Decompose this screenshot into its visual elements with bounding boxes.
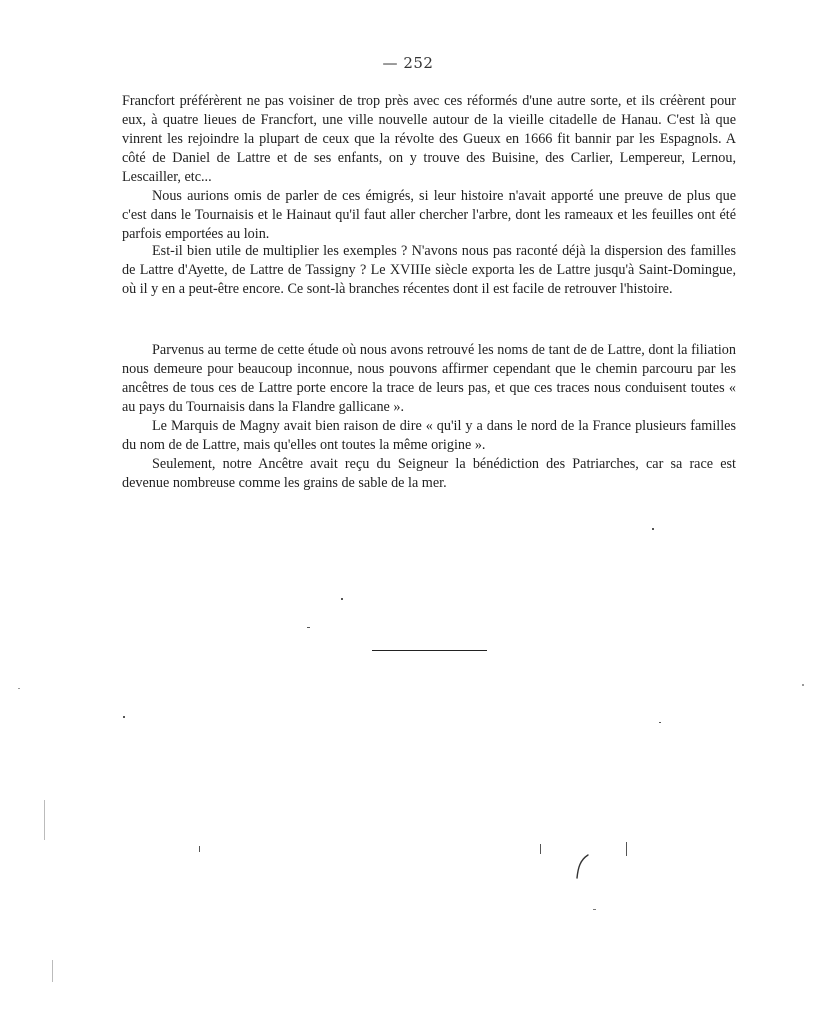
paragraph: Seulement, notre Ancêtre avait reçu du Seigneur la bénédiction des Patriarches, car sa race est devenue nombreuse comme les grains de sable de la mer.: [122, 456, 736, 491]
paragraph: Est-il bien utile de multiplier les exemples ? N'avons nous pas raconté déjà la dispersion des familles de Lattre d'Ayette, de Lattre de Tassigny ? Le XVIIIe siècle exporta les de Lattre jusqu'à Saint-Domingue, où il y en a peut-être encore. Ce sont-là branches récentes dont il est facile de retrouver l'histoire.: [122, 243, 736, 297]
page-number: — 252: [382, 54, 434, 72]
scan-speck: [44, 800, 45, 840]
scan-speck: [18, 688, 20, 689]
text-section-exemples: [122, 242, 736, 299]
scan-speck: [52, 960, 53, 982]
text-section-emigres: [122, 92, 736, 244]
scan-speck: [652, 528, 654, 530]
scan-speck: [307, 627, 310, 628]
scan-speck: [802, 684, 804, 686]
pen-mark-icon: [574, 852, 592, 880]
scan-speck: [540, 844, 541, 854]
scan-speck: [199, 846, 200, 852]
paragraph: Francfort préférèrent ne pas voisiner de trop près avec ces réformés d'une autre sorte, et ils créèrent pour eux, à quatre lieues de Francfort, une ville nouvelle autour de la vieille citadelle de Hanau. C'est là que vinrent les rejoindre la plupart de ceux que la révolte des Gueux en 1666 fit bannir par les Espagnols. A côté de Daniel de Lattre et de ses enfants, on y trouve des Buisine, des Carlier, Lempereur, Lernou, Lescailler, etc...: [122, 93, 736, 185]
paragraph: Le Marquis de Magny avait bien raison de dire « qu'il y a dans le nord de la France plusieurs familles du nom de de Lattre, mais qu'elles ont toutes la même origine ».: [122, 418, 736, 453]
paragraph: Nous aurions omis de parler de ces émigrés, si leur histoire n'avait apporté une preuve de plus que c'est dans le Tournaisis et le Hainaut qu'il faut aller chercher l'arbre, dont les rameaux et les feuilles ont été parfois emportées au loin.: [122, 188, 736, 242]
scan-speck: [659, 722, 661, 723]
scan-speck: [341, 598, 343, 600]
text-section-conclusion: [122, 341, 736, 493]
closing-rule: [372, 650, 487, 651]
paragraph: Parvenus au terme de cette étude où nous avons retrouvé les noms de tant de de Lattre, dont la filiation nous demeure pour beaucoup inconnue, nous pouvons affirmer cependant que le chemin parcouru par les ancêtres de tous ces de Lattre porte encore la trace de leurs pas, et que ces traces nous conduisent toutes « au pays du Tournaisis dans la Flandre gallicane ».: [122, 342, 736, 415]
scan-speck: [593, 909, 596, 910]
scan-speck: [123, 716, 125, 718]
scan-speck: [626, 842, 627, 856]
